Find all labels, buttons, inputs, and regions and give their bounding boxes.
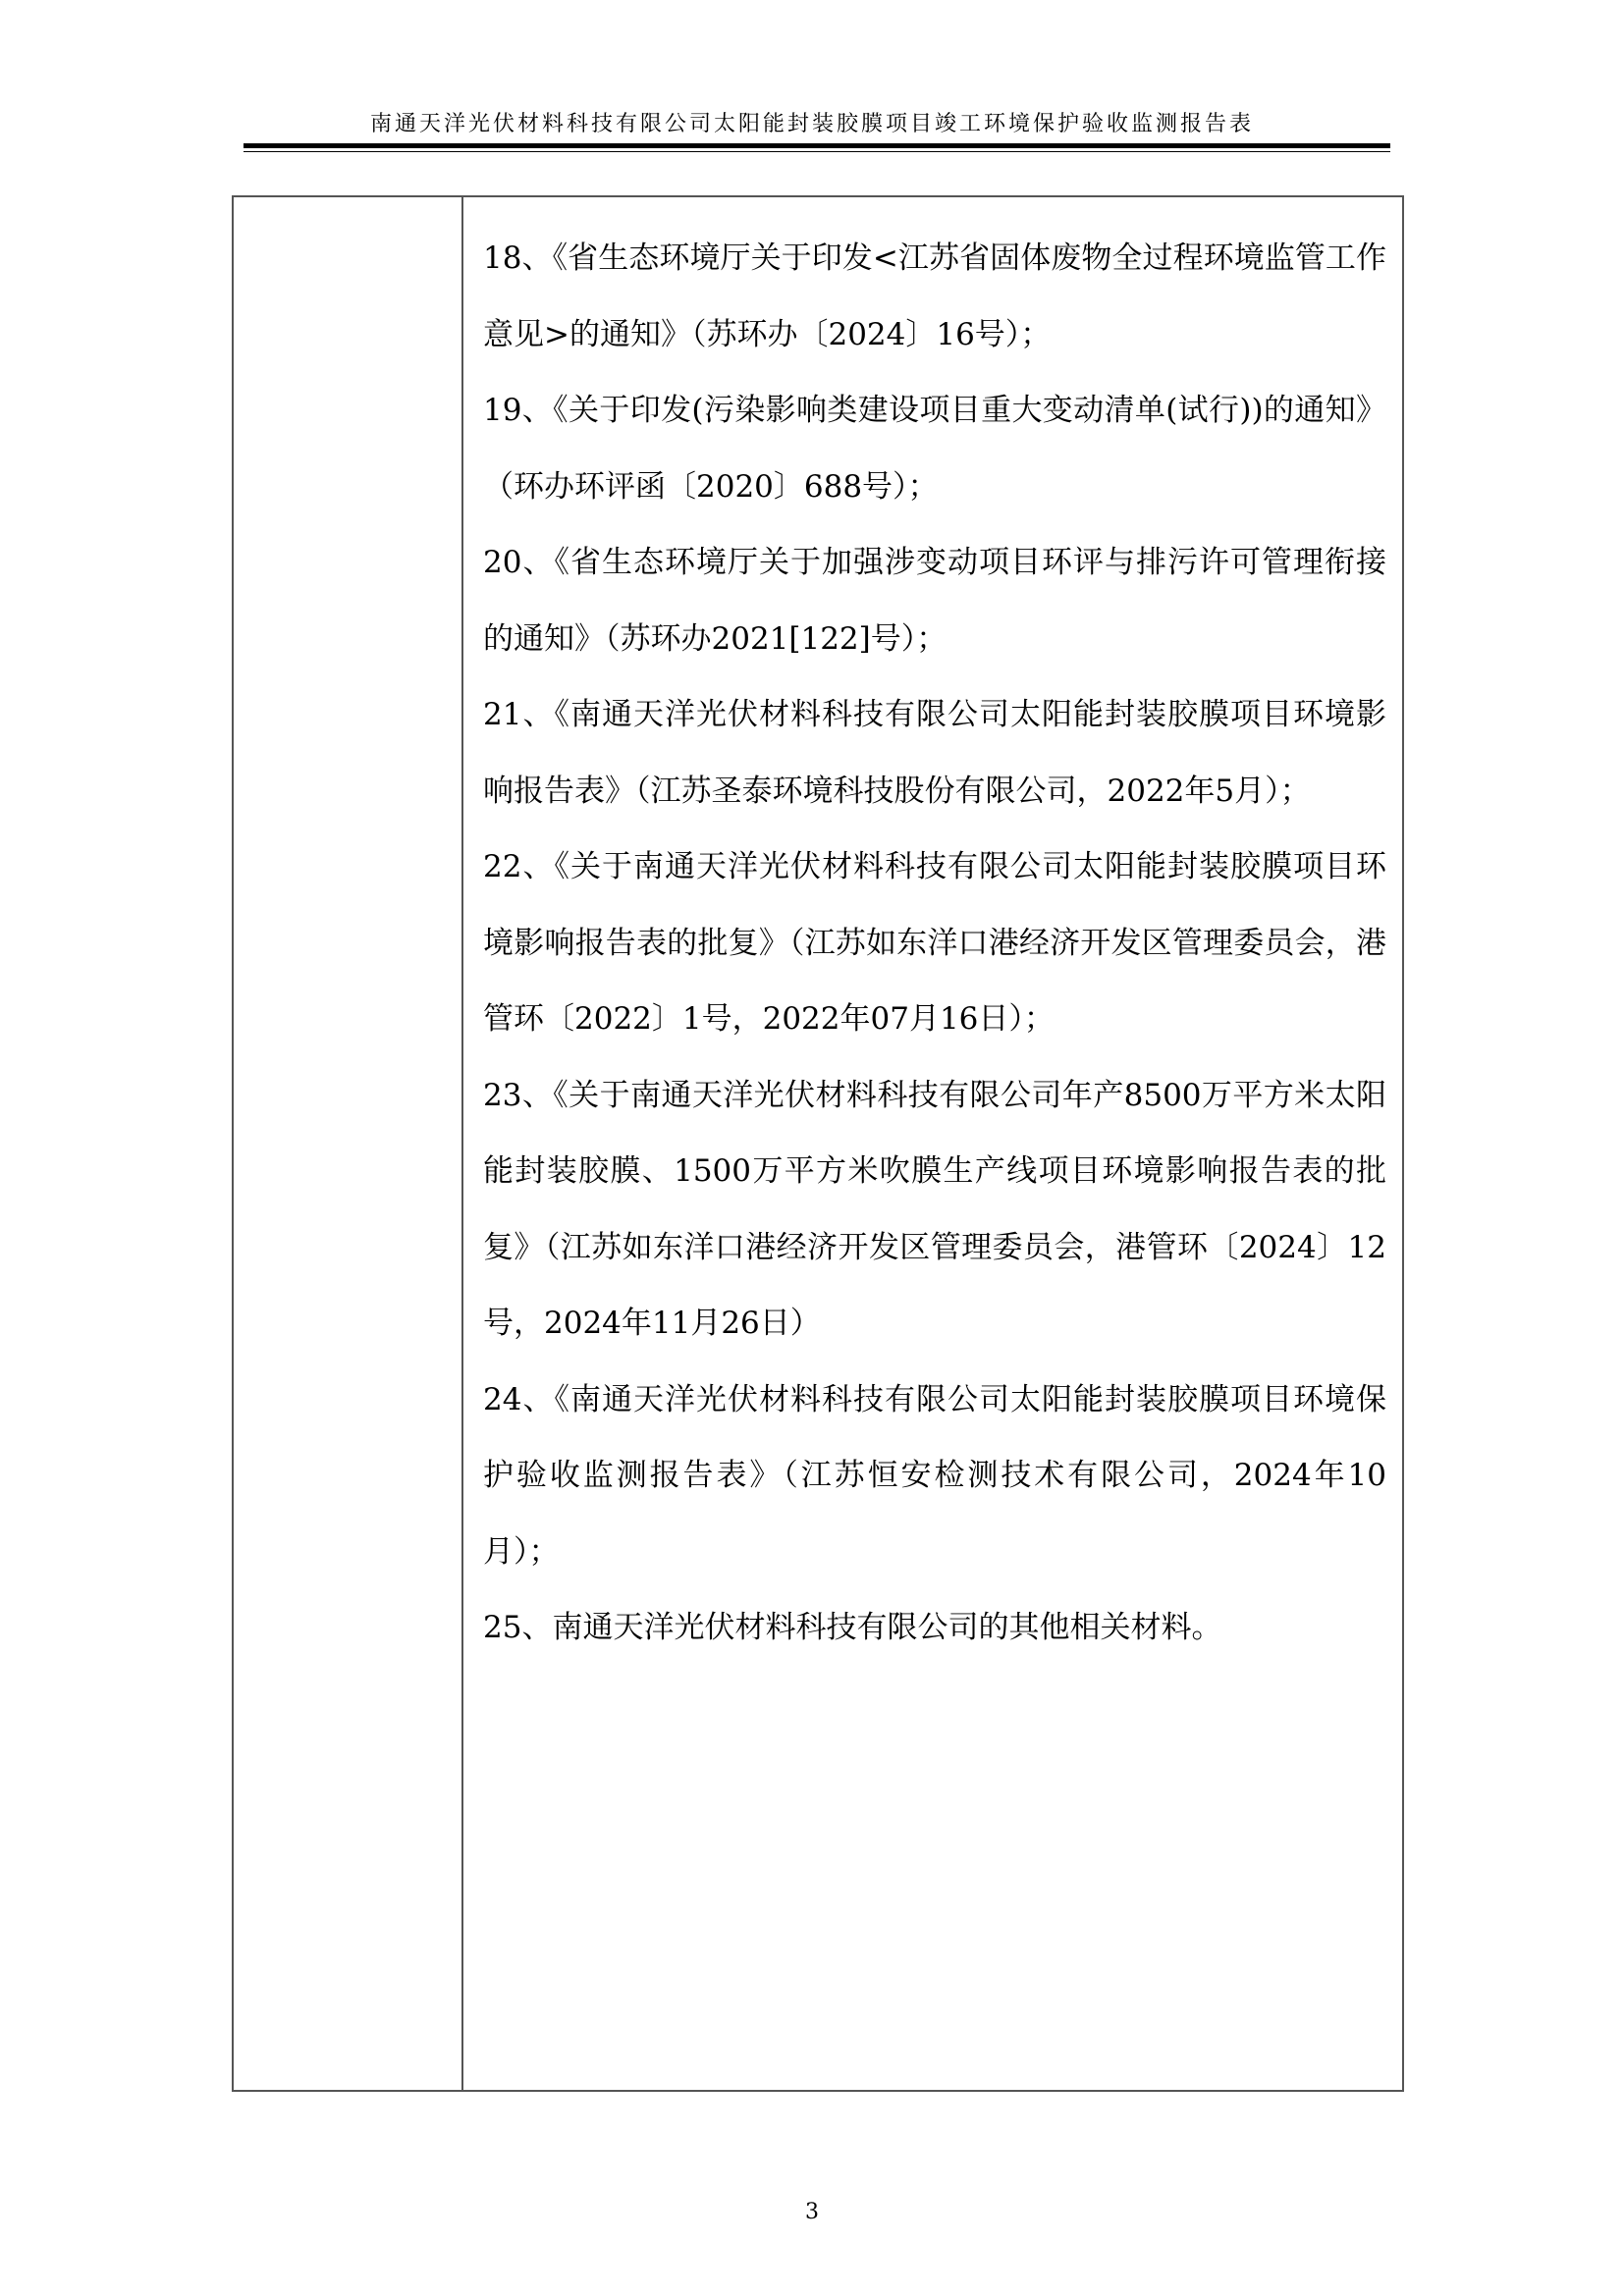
reference-item-25: 25、南通天洋光伏材料科技有限公司的其他相关材料。 <box>483 1610 1222 1645</box>
page-number: 3 <box>805 2200 819 2224</box>
document-table <box>232 195 1404 2092</box>
reference-item-20: 20、《省生态环境厅关于加强涉变动项目环评与排污许可管理衔接的通知》（苏环办2021[122]号）； <box>483 545 1386 657</box>
reference-item-21: 21、《南通天洋光伏材料科技有限公司太阳能封装胶膜项目环境影响报告表》（江苏圣泰环境科技股份有限公司，2022年5月）； <box>483 697 1386 809</box>
table-content-cell <box>463 197 1402 2090</box>
table-label-cell <box>234 197 463 2090</box>
header-rule-thin <box>244 151 1390 152</box>
reference-item-19: 19、《关于印发(污染影响类建设项目重大变动清单(试行))的通知》（环办环评函〔2020〕688号）； <box>483 393 1386 505</box>
page-header-title: 南通天洋光伏材料科技有限公司太阳能封装胶膜项目竣工环境保护验收监测报告表 <box>369 112 1254 136</box>
header-rule <box>244 143 1390 148</box>
reference-list <box>483 221 1386 1667</box>
reference-item-23: 23、《关于南通天洋光伏材料科技有限公司年产8500万平方米太阳能封装胶膜、1500万平方米吹膜生产线项目环境影响报告表的批复》（江苏如东洋口港经济开发区管理委员会，港管环〔2024〕12号，2024年11月26日） <box>483 1077 1386 1341</box>
reference-item-18: 18、《省生态环境厅关于印发<江苏省固体废物全过程环境监管工作意见>的通知》（苏环办〔2024〕16号）； <box>483 240 1386 352</box>
reference-item-22: 22、《关于南通天洋光伏材料科技有限公司太阳能封装胶膜项目环境影响报告表的批复》（江苏如东洋口港经济开发区管理委员会，港管环〔2022〕1号，2022年07月16日）； <box>483 849 1386 1037</box>
reference-item-24: 24、《南通天洋光伏材料科技有限公司太阳能封装胶膜项目环境保护验收监测报告表》（江苏恒安检测技术有限公司，2024年10月）； <box>483 1381 1386 1570</box>
